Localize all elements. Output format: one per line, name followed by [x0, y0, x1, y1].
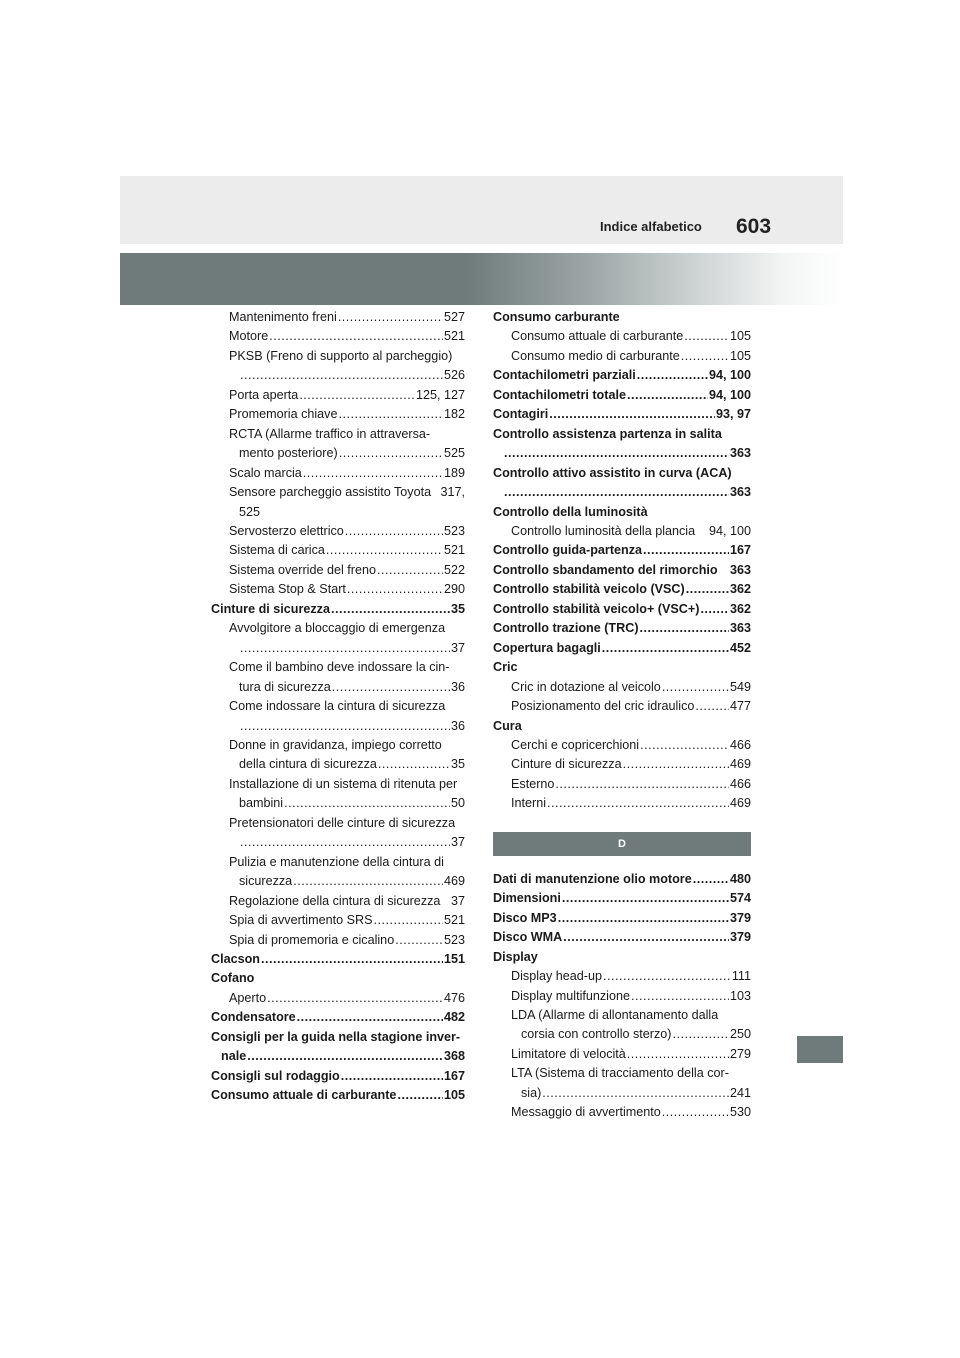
entry-term: LTA (Sistema di tracciamento della cor-: [511, 1066, 729, 1081]
index-entry: [211, 619, 465, 638]
index-entry: [211, 931, 465, 950]
index-entry: [493, 717, 751, 736]
index-entry: [493, 1025, 751, 1044]
entry-term: Controllo della luminosità: [493, 504, 648, 519]
index-entry: [493, 928, 751, 947]
entry-page-ref[interactable]: 36: [450, 679, 465, 694]
entry-page-ref[interactable]: 93, 97: [715, 407, 751, 422]
entry-term: Controllo assistenza partenza in salita: [493, 426, 722, 441]
index-entry: [493, 658, 751, 677]
index-entry: [211, 1067, 465, 1086]
index-entry: [493, 1006, 751, 1025]
dot-leader: [640, 736, 729, 755]
entry-term: Cinture di sicurezza: [211, 601, 330, 616]
index-entry: [211, 658, 465, 677]
dot-leader: [627, 1045, 729, 1064]
index-entry: [211, 717, 465, 736]
index-entry: [211, 522, 465, 541]
index-entry: [493, 561, 751, 580]
index-entry: [493, 870, 751, 889]
entry-page-ref[interactable]: 521: [443, 329, 465, 344]
dot-leader: [686, 580, 729, 599]
dot-leader: [303, 464, 443, 483]
dot-leader: [681, 347, 729, 366]
entry-term: Controllo trazione (TRC): [493, 621, 639, 636]
entry-term: Contachilometri parziali: [493, 368, 636, 383]
index-entry: [211, 366, 465, 385]
index-entry: [211, 483, 465, 502]
dot-leader: [623, 755, 729, 774]
decorative-gradient-band: [120, 253, 843, 305]
index-entry: [493, 889, 751, 908]
entry-term: Sistema override del freno: [229, 562, 376, 577]
page-number: 603: [736, 215, 772, 238]
index-entry: [493, 1103, 751, 1122]
dot-leader: [267, 989, 443, 1008]
index-entry: [211, 386, 465, 405]
dot-leader: [326, 541, 443, 560]
entry-term: Motore: [229, 329, 269, 344]
dot-leader: [643, 541, 729, 560]
entry-page-ref[interactable]: 317,: [440, 485, 465, 500]
section-title: Indice alfabetico: [600, 219, 702, 234]
entry-page-ref[interactable]: 105: [729, 348, 751, 363]
index-entry: [211, 308, 465, 327]
index-entry: [493, 464, 751, 483]
index-entry: [493, 444, 751, 463]
entry-term: Condensatore: [211, 1010, 296, 1025]
index-entry: [211, 1047, 465, 1066]
entry-term: Limitatore di velocità: [511, 1046, 626, 1061]
dot-leader: [662, 678, 729, 697]
index-entry: [211, 872, 465, 891]
entry-term: sia): [521, 1085, 542, 1100]
index-entry: [493, 366, 751, 385]
index-entry: [211, 736, 465, 755]
index-entry: [211, 580, 465, 599]
entry-term: Posizionamento del cric idraulico: [511, 699, 695, 714]
index-entry: [211, 347, 465, 366]
entry-term: Consumo medio di carburante: [511, 348, 680, 363]
entry-page-ref[interactable]: 151: [443, 951, 465, 966]
dot-leader: [339, 405, 443, 424]
entry-term: Come il bambino deve indossare la cin-: [229, 660, 450, 675]
entry-term: Cric in dotazione al veicolo: [511, 679, 661, 694]
entry-page-ref[interactable]: 182: [443, 407, 465, 422]
index-entry: [493, 639, 751, 658]
index-entry: [211, 969, 465, 988]
index-group-d: [493, 870, 751, 1123]
dot-leader: [345, 522, 443, 541]
entry-page-ref[interactable]: 105: [443, 1088, 465, 1103]
index-column-right: [493, 308, 751, 1123]
index-entry: [493, 483, 751, 502]
entry-page-ref[interactable]: 103: [729, 988, 751, 1003]
entry-term: Contachilometri totale: [493, 387, 626, 402]
entry-page-ref[interactable]: 522: [443, 562, 465, 577]
index-entry: [493, 327, 751, 346]
entry-page-ref[interactable]: 521: [443, 913, 465, 928]
index-entry: [493, 775, 751, 794]
entry-term: Interni: [511, 796, 547, 811]
entry-term: Copertura bagagli: [493, 640, 601, 655]
entry-term: Display multifunzione: [511, 988, 630, 1003]
dot-leader: [558, 909, 729, 928]
index-entry: [211, 600, 465, 619]
index-entry: [211, 697, 465, 716]
index-entry: [493, 678, 751, 697]
dot-leader: [240, 833, 450, 852]
index-entry: [211, 1008, 465, 1027]
entry-page-ref[interactable]: 290: [443, 582, 465, 597]
dot-leader: [395, 931, 443, 950]
entry-term: Pretensionatori delle cinture di sicurezza: [229, 815, 456, 830]
entry-page-ref[interactable]: 452: [729, 640, 751, 655]
dot-leader: [247, 1047, 443, 1066]
index-entry: [493, 987, 751, 1006]
entry-term: Donne in gravidanza, impiego corretto: [229, 737, 442, 752]
index-entry: [211, 425, 465, 444]
entry-page-ref[interactable]: 37: [450, 640, 465, 655]
entry-page-ref[interactable]: 523: [443, 932, 465, 947]
section-letter-bar: [493, 832, 751, 856]
dot-leader: [374, 911, 443, 930]
entry-term: Cofano: [211, 971, 255, 986]
section-letter: D: [618, 837, 626, 850]
entry-term: Esterno: [511, 776, 555, 791]
entry-term: Cric: [493, 660, 518, 675]
entry-page-ref[interactable]: 480: [729, 871, 751, 886]
index-entry: [493, 755, 751, 774]
entry-page-ref[interactable]: 94, 100: [708, 368, 751, 383]
entry-page-ref[interactable]: 476: [443, 990, 465, 1005]
dot-leader: [293, 872, 443, 891]
entry-term: Contagiri: [493, 407, 549, 422]
index-entry: [211, 1028, 465, 1047]
entry-term: Controllo stabilità veicolo+ (VSC+): [493, 601, 700, 616]
entry-page-ref[interactable]: 527: [443, 310, 465, 324]
index-entry: [493, 948, 751, 967]
dot-leader: [332, 678, 450, 697]
index-entry: [493, 522, 751, 541]
entry-page-ref[interactable]: 241: [729, 1085, 751, 1100]
entry-page-ref[interactable]: 167: [729, 543, 751, 558]
index-column-left: [211, 308, 465, 1106]
dot-leader: [347, 580, 443, 599]
dot-leader: [603, 967, 731, 986]
index-entry: [493, 1064, 751, 1083]
entry-page-ref[interactable]: 525: [443, 446, 465, 461]
entry-term: Dati di manutenzione olio motore: [493, 871, 692, 886]
index-entry: [493, 425, 751, 444]
entry-term: Dimensioni: [493, 891, 561, 906]
dot-leader: [700, 600, 729, 619]
entry-term: Avvolgitore a bloccaggio di emergenza: [229, 621, 446, 636]
entry-term: nale: [221, 1049, 247, 1064]
dot-leader: [504, 444, 729, 463]
index-entry: [493, 386, 751, 405]
dot-leader: [338, 308, 443, 327]
entry-term: Sistema di carica: [229, 543, 325, 558]
index-entry: [211, 405, 465, 424]
index-entry: [211, 775, 465, 794]
entry-term: corsia con controllo sterzo): [521, 1027, 672, 1042]
entry-term: PKSB (Freno di supporto al parcheggio): [229, 348, 453, 363]
index-entry: [493, 405, 751, 424]
dot-leader: [542, 1084, 729, 1103]
index-entry: [493, 697, 751, 716]
index-entry: [493, 308, 751, 327]
dot-leader: [555, 775, 729, 794]
dot-leader: [549, 405, 715, 424]
index-entry: [211, 327, 465, 346]
index-entry: [211, 444, 465, 463]
entry-term: Consigli per la guida nella stagione inver-: [211, 1029, 461, 1044]
entry-page-ref[interactable]: 530: [729, 1105, 751, 1120]
index-entry: [493, 600, 751, 619]
dot-leader: [547, 794, 729, 813]
entry-page-ref[interactable]: 36: [450, 718, 465, 733]
entry-term: bambini: [239, 796, 284, 811]
dot-leader: [397, 1086, 443, 1105]
entry-term: Scalo marcia: [229, 465, 302, 480]
entry-page-ref[interactable]: 469: [729, 796, 751, 811]
entry-term: Consumo carburante: [493, 310, 620, 324]
index-entry: [493, 794, 751, 813]
dot-leader: [640, 619, 729, 638]
dot-leader: [299, 386, 415, 405]
entry-term: Cinture di sicurezza: [511, 757, 622, 772]
entry-term: Display head-up: [511, 969, 603, 984]
entry-term: tura di sicurezza: [239, 679, 331, 694]
entry-term: Messaggio di avvertimento: [511, 1105, 661, 1120]
dot-leader: [562, 889, 729, 908]
entry-page-ref[interactable]: 521: [443, 543, 465, 558]
entry-term: Consigli sul rodaggio: [211, 1068, 340, 1083]
entry-term: Aperto: [229, 990, 267, 1005]
dot-leader: [341, 1067, 443, 1086]
entry-term: Promemoria chiave: [229, 407, 338, 422]
index-entry: [211, 541, 465, 560]
index-entry: [493, 909, 751, 928]
index-entry: [211, 503, 465, 522]
dot-leader: [662, 1103, 729, 1122]
entry-page-ref[interactable]: 167: [443, 1068, 465, 1083]
entry-page-ref[interactable]: 379: [729, 910, 751, 925]
entry-term: Controllo guida-partenza: [493, 543, 643, 558]
entry-term: RCTA (Allarme traffico in attraversa-: [229, 426, 431, 441]
entry-term: Display: [493, 949, 538, 964]
entry-page-ref[interactable]: 35: [450, 757, 465, 772]
index-entry: [211, 853, 465, 872]
entry-page-ref[interactable]: 469: [443, 874, 465, 889]
dot-leader: [240, 717, 450, 736]
dot-leader: [627, 386, 708, 405]
entry-term: Porta aperta: [229, 387, 299, 402]
dot-leader: [637, 366, 708, 385]
entry-term: Consumo attuale di carburante: [511, 329, 684, 344]
dot-leader: [377, 561, 443, 580]
entry-page-ref[interactable]: 362: [729, 601, 751, 616]
entry-term: Disco WMA: [493, 930, 563, 945]
entry-page-ref[interactable]: 363: [729, 446, 751, 461]
entry-term: Installazione di un sistema di ritenuta per: [229, 776, 458, 791]
dot-leader: [269, 327, 443, 346]
entry-term: Clacson: [211, 951, 260, 966]
index-entry: [493, 1084, 751, 1103]
index-entry: [211, 989, 465, 1008]
index-entry: [211, 639, 465, 658]
entry-term: Controllo stabilità veicolo (VSC): [493, 582, 685, 597]
entry-page-ref[interactable]: 363: [729, 562, 751, 577]
entry-term: Sensore parcheggio assistito Toyota: [229, 485, 432, 500]
entry-page-ref[interactable]: 523: [443, 523, 465, 538]
dot-leader: [284, 794, 450, 813]
index-entry: [211, 464, 465, 483]
entry-term: mento posteriore): [239, 446, 338, 461]
index-entry: [211, 814, 465, 833]
entry-page-ref[interactable]: 125, 127: [415, 387, 465, 402]
index-entry: [493, 736, 751, 755]
dot-leader: [240, 366, 443, 385]
dot-leader: [261, 950, 443, 969]
entry-page-ref[interactable]: 466: [729, 737, 751, 752]
dot-leader: [339, 444, 443, 463]
entry-page-ref[interactable]: 250: [729, 1027, 751, 1042]
index-entry: [493, 1045, 751, 1064]
entry-page-ref[interactable]: 363: [729, 621, 751, 636]
entry-term: sicurezza: [239, 874, 293, 889]
index-entry: [211, 892, 465, 911]
entry-term: Cerchi e copricerchioni: [511, 737, 640, 752]
index-entry: [211, 755, 465, 774]
entry-page-ref[interactable]: 363: [729, 485, 751, 500]
index-entry: [211, 950, 465, 969]
entry-page-ref[interactable]: 50: [450, 796, 465, 811]
entry-page-ref[interactable]: 549: [729, 679, 751, 694]
entry-term: Disco MP3: [493, 910, 557, 925]
dot-leader: [331, 600, 450, 619]
entry-term: Consumo attuale di carburante: [211, 1088, 397, 1103]
entry-term: Controllo sbandamento del rimorchio: [493, 562, 718, 577]
index-entry: [493, 580, 751, 599]
index-entry: [493, 619, 751, 638]
dot-leader: [504, 483, 729, 502]
entry-page-ref[interactable]: 477: [729, 699, 751, 714]
entry-term: Sistema Stop & Start: [229, 582, 346, 597]
entry-page-ref[interactable]: 526: [443, 368, 465, 383]
dot-leader: [378, 755, 450, 774]
index-entry: [211, 911, 465, 930]
entry-term: Servosterzo elettrico: [229, 523, 344, 538]
index-entry: [493, 967, 751, 986]
dot-leader: [297, 1008, 443, 1027]
dot-leader: [684, 327, 729, 346]
entry-page-ref[interactable]: 469: [729, 757, 751, 772]
entry-term: Spia di promemoria e cicalino: [229, 932, 395, 947]
dot-leader: [693, 870, 729, 889]
entry-page-ref[interactable]: 362: [729, 582, 751, 597]
entry-page-ref[interactable]: 111: [731, 969, 751, 984]
entry-page-ref[interactable]: 37: [450, 893, 465, 908]
header-band: [120, 176, 843, 244]
dot-leader: [695, 697, 729, 716]
entry-term: LDA (Allarme di allontanamento dalla: [511, 1007, 719, 1022]
entry-term: 525: [239, 504, 261, 519]
entry-page-ref[interactable]: 379: [729, 930, 751, 945]
index-entry: [493, 503, 751, 522]
entry-page-ref[interactable]: 368: [443, 1049, 465, 1064]
chapter-tab: [797, 1036, 843, 1063]
index-entry: [211, 833, 465, 852]
entry-page-ref[interactable]: 37: [450, 835, 465, 850]
entry-page-ref[interactable]: 574: [729, 891, 751, 906]
entry-term: Spia di avvertimento SRS: [229, 913, 373, 928]
dot-leader: [563, 928, 729, 947]
entry-page-ref[interactable]: 94, 100: [708, 387, 751, 402]
entry-page-ref[interactable]: 482: [443, 1010, 465, 1025]
entry-page-ref[interactable]: 189: [443, 465, 465, 480]
entry-term: Cura: [493, 718, 522, 733]
entry-page-ref[interactable]: 105: [729, 329, 751, 344]
index-entry: [211, 561, 465, 580]
dot-leader: [602, 639, 729, 658]
entry-term: della cintura di sicurezza: [239, 757, 377, 772]
entry-term: Controllo attivo assistito in curva (ACA): [493, 465, 732, 480]
entry-page-ref[interactable]: 35: [450, 601, 465, 616]
entry-page-ref[interactable]: 279: [729, 1046, 751, 1061]
dot-leader: [631, 987, 729, 1006]
entry-page-ref[interactable]: 94, 100: [708, 523, 751, 538]
dot-leader: [673, 1025, 729, 1044]
index-group-c-continued: [493, 308, 751, 814]
entry-term: Regolazione della cintura di sicurezza: [229, 893, 441, 908]
entry-term: Controllo luminosità della plancia: [511, 523, 696, 538]
index-entry: [211, 678, 465, 697]
index-entry: [493, 347, 751, 366]
entry-term: Pulizia e manutenzione della cintura di: [229, 854, 444, 869]
entry-term: Come indossare la cintura di sicurezza: [229, 699, 446, 714]
index-entry: [211, 794, 465, 813]
entry-page-ref[interactable]: 466: [729, 776, 751, 791]
index-entry: [211, 1086, 465, 1105]
entry-term: Mantenimento freni: [229, 310, 337, 324]
index-entry: [493, 541, 751, 560]
dot-leader: [240, 639, 450, 658]
